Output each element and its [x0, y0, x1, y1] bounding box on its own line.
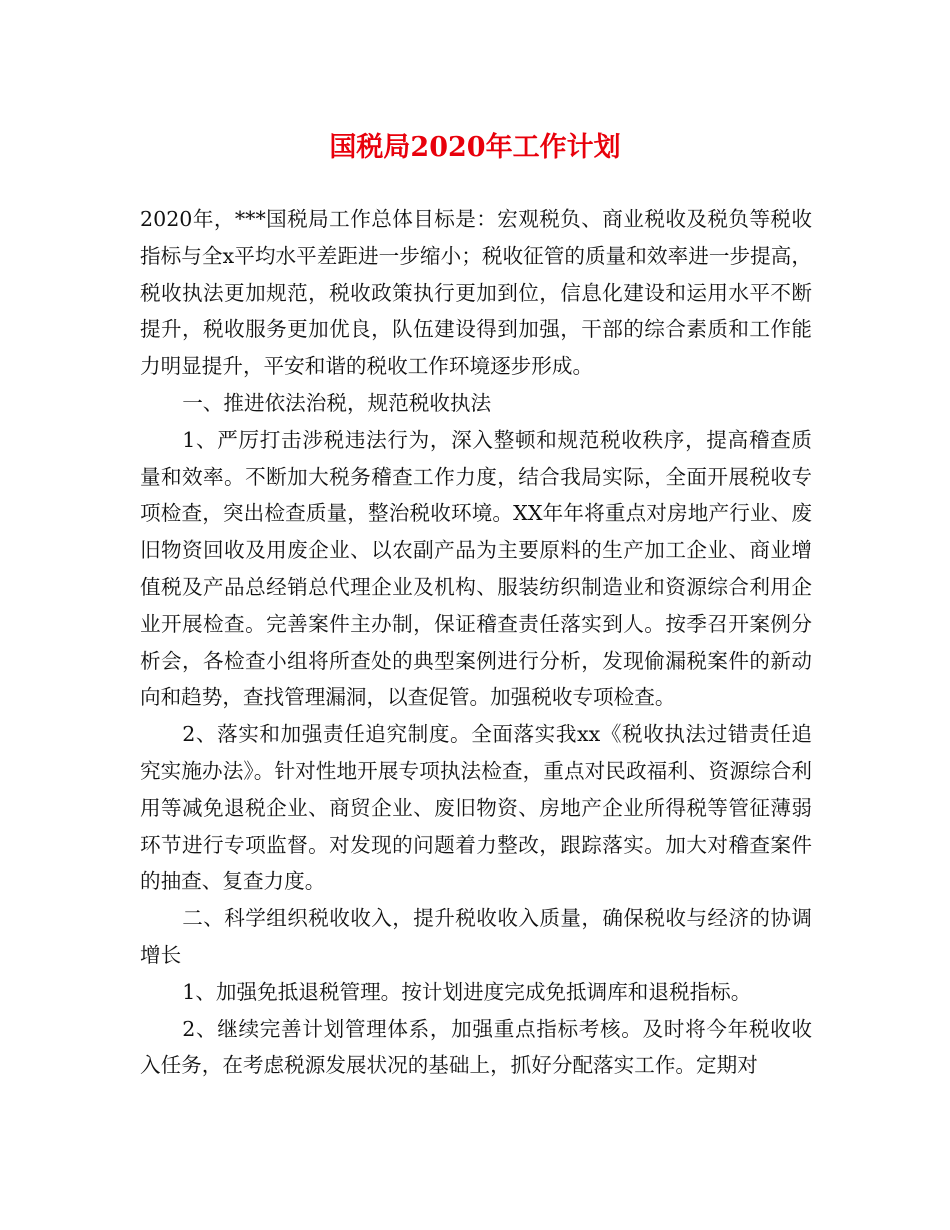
document-body	[140, 201, 812, 1084]
paragraph-1-1: 1、严厉打击涉税违法行为，深入整顿和规范税收秩序，提高稽查质量和效率。不断加大税务稽查工作力度，结合我局实际，全面开展税收专项检查，突出检查质量，整治税收环境。XX年年将重点对房地产行业、废旧物资回收及用废企业、以农副产品为主要原料的生产加工企业、商业增值税及产品总经销总代理企业及机构、服装纺织制造业和资源综合利用企业开展检查。完善案件主办制，保证稽查责任落实到人。按季召开案例分析会，各检查小组将所查处的典型案例进行分析，发现偷漏税案件的新动向和趋势，查找管理漏洞，以查促管。加强税收专项检查。	[140, 427, 812, 710]
paragraph-1-2: 2、落实和加强责任追究制度。全面落实我xx《税收执法过错责任追究实施办法》。针对性地开展专项执法检查，重点对民政福利、资源综合利用等减免退税企业、商贸企业、废旧物资、房地产企业所得税等管征薄弱环节进行专项监督。对发现的问题着力整改，跟踪落实。加大对稽查案件的抽查、复查力度。	[140, 722, 812, 894]
section-heading-1: 一、推进依法治税，规范税收执法	[182, 390, 492, 415]
paragraph-2-1: 1、加强免抵退税管理。按计划进度完成免抵调库和退税指标。	[182, 979, 752, 1004]
section-heading-2: 二、科学组织税收收入，提升税收收入质量，确保税收与经济的协调增长	[140, 906, 812, 967]
paragraph-overview: 2020年，***国税局工作总体目标是：宏观税负、商业税收及税负等税收指标与全x平均水平差距进一步缩小；税收征管的质量和效率进一步提高，税收执法更加规范，税收政策执行更加到位，信息化建设和运用水平不断提升，税收服务更加优良，队伍建设得到加强，干部的综合素质和工作能力明显提升，平安和谐的税收工作环境逐步形成。	[140, 207, 812, 379]
document-title: 国税局2020年工作计划	[329, 132, 621, 163]
paragraph-2-2: 2、继续完善计划管理体系，加强重点指标考核。及时将今年税收收入任务，在考虑税源发展状况的基础上，抓好分配落实工作。定期对	[140, 1016, 812, 1078]
